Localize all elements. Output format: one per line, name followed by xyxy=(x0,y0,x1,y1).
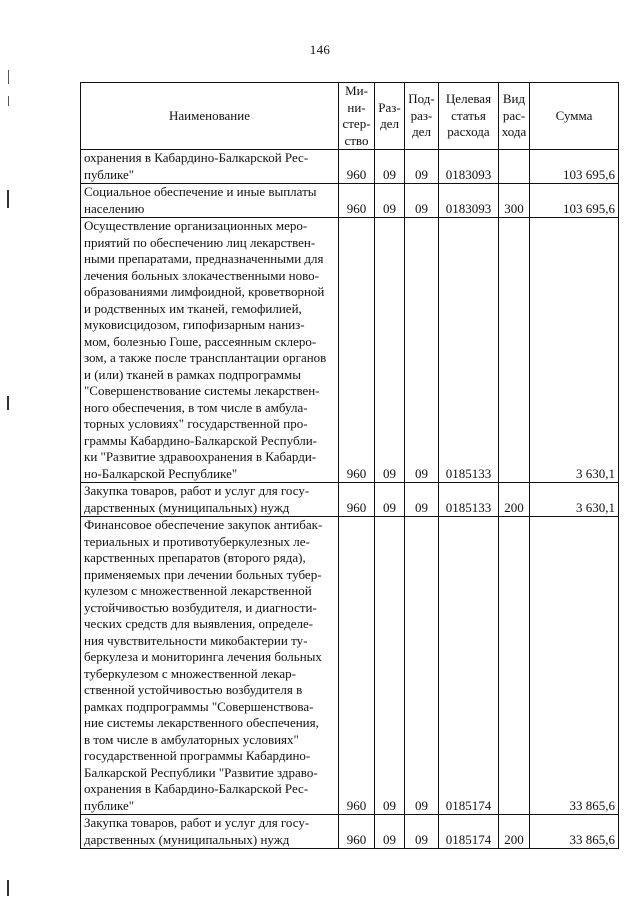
cell-amount: 3 630,1 xyxy=(530,218,619,483)
cell-amount: 33 865,6 xyxy=(530,517,619,815)
cell-ministry: 960 xyxy=(339,218,375,483)
table-row xyxy=(81,517,619,815)
cell-section: 09 xyxy=(375,218,405,483)
cell-ministry: 960 xyxy=(339,184,375,218)
cell-section: 09 xyxy=(375,150,405,184)
header-subsection: Под- раз- дел xyxy=(405,83,439,150)
cell-expense-type xyxy=(499,218,530,483)
header-target-article: Целевая статья расхода xyxy=(439,83,499,150)
cell-subsection: 09 xyxy=(405,483,439,517)
cell-target-article: 0185174 xyxy=(439,815,499,849)
cell-target-article: 0183093 xyxy=(439,150,499,184)
page-number: 146 xyxy=(309,42,331,57)
cell-amount: 103 695,6 xyxy=(530,150,619,184)
cell-subsection: 09 xyxy=(405,815,439,849)
cell-name: Финансовое обеспечение закупок антибак- териальных и противотуберкулезных ле- карственных препаратов (второго ряда), применяемых при лечении больных тубер- кулезом с множественной лекарственной устойчивостью возбудителя, и диагности- ческих средств для выявления, определе- ния чувствительности микобактерии ту- беркулеза и мониторинга лечения больных туберкулезом с множественной лекар- ственной устойчивостью возбудителя в рамках подпрограммы "Совершенствова- ние системы лекарственного обеспечения, в том числе в амбулаторных условиях" государственной программы Кабардино- Балкарской Республики "Развитие здраво- охранения в Кабардино-Балкарской Рес- публике" xyxy=(81,517,339,815)
margin-scan-mark xyxy=(7,190,9,208)
cell-name: Закупка товаров, работ и услуг для госу- дарственных (муниципальных) нужд xyxy=(81,483,339,517)
cell-expense-type xyxy=(499,150,530,184)
cell-name: Закупка товаров, работ и услуг для госу- дарственных (муниципальных) нужд xyxy=(81,815,339,849)
cell-ministry: 960 xyxy=(339,517,375,815)
cell-target-article: 0183093 xyxy=(439,184,499,218)
table-row xyxy=(81,815,619,849)
cell-expense-type: 300 xyxy=(499,184,530,218)
cell-name: охранения в Кабардино-Балкарской Рес- публике" xyxy=(81,150,339,184)
header-amount: Сумма xyxy=(530,83,619,150)
cell-section: 09 xyxy=(375,184,405,218)
table-row xyxy=(81,150,619,184)
cell-subsection: 09 xyxy=(405,218,439,483)
budget-table xyxy=(80,82,619,849)
cell-section: 09 xyxy=(375,517,405,815)
header-expense-type: Вид рас- хода xyxy=(499,83,530,150)
cell-ministry: 960 xyxy=(339,150,375,184)
header-ministry: Ми- ни- стер- ство xyxy=(339,83,375,150)
cell-amount: 33 865,6 xyxy=(530,815,619,849)
table-header-row xyxy=(81,83,619,150)
cell-target-article: 0185133 xyxy=(439,218,499,483)
cell-expense-type xyxy=(499,517,530,815)
margin-scan-mark xyxy=(8,70,9,84)
cell-expense-type: 200 xyxy=(499,815,530,849)
cell-name: Осуществление организационных меро- приятий по обеспечению лиц лекарствен- ными препаратами, предназначенными для лечения больных злокачественными ново- образованиями лимфоидной, кроветворной и родственных им тканей, гемофилией, муковисцидозом, гипофизарным наниз- мом, болезнью Гоше, рассеянным склеро- зом, а также после трансплантации органов и (или) тканей в рамках подпрограммы "Совершенствование системы лекарствен- ного обеспечения, в том числе в амбула- торных условиях" государственной про- граммы Кабардино-Балкарской Республи- ки "Развитие здравоохранения в Кабарди- но-Балкарской Республике" xyxy=(81,218,339,483)
cell-expense-type: 200 xyxy=(499,483,530,517)
table-row xyxy=(81,184,619,218)
cell-ministry: 960 xyxy=(339,815,375,849)
cell-ministry: 960 xyxy=(339,483,375,517)
cell-amount: 3 630,1 xyxy=(530,483,619,517)
cell-subsection: 09 xyxy=(405,517,439,815)
cell-name: Социальное обеспечение и иные выплаты населению xyxy=(81,184,339,218)
header-name: Наименование xyxy=(81,83,339,150)
cell-section: 09 xyxy=(375,483,405,517)
margin-scan-mark xyxy=(7,880,9,896)
cell-target-article: 0185174 xyxy=(439,517,499,815)
table-row xyxy=(81,483,619,517)
cell-subsection: 09 xyxy=(405,184,439,218)
cell-section: 09 xyxy=(375,815,405,849)
margin-scan-mark xyxy=(8,96,9,106)
cell-target-article: 0185133 xyxy=(439,483,499,517)
cell-amount: 103 695,6 xyxy=(530,184,619,218)
cell-subsection: 09 xyxy=(405,150,439,184)
margin-scan-mark xyxy=(7,396,9,410)
header-section: Раз- дел xyxy=(375,83,405,150)
table-row xyxy=(81,218,619,483)
